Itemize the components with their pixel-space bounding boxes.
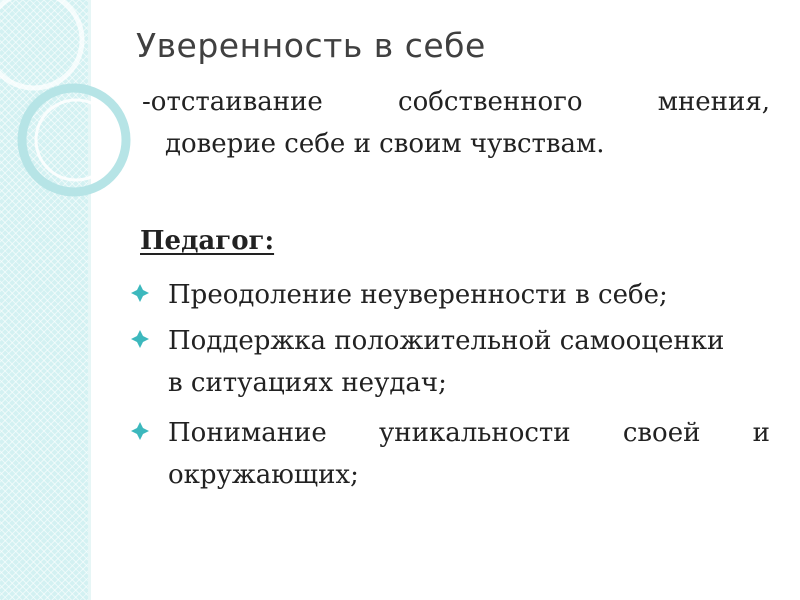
decorative-rings [0,0,140,210]
bullet-line: Преодоление неуверенности в себе; [168,280,668,310]
bullet-item [130,320,770,404]
ring-medium [22,88,126,192]
diamond-bullet-icon [130,283,150,303]
slide-title: Уверенность в себе [136,26,486,65]
bullet-line: Понимание уникальности своей и [168,418,770,448]
bullet-text [168,320,770,404]
bullet-line: Поддержка положительной самооценки [168,326,725,356]
ring-small [36,100,116,180]
bullet-item [130,274,770,316]
bullet-text [168,274,770,316]
ring-large [0,0,82,88]
bullet-text [168,412,770,496]
bullet-item [130,412,770,496]
section-heading: Педагог: [140,226,275,256]
bullet-line: в ситуациях неудач; [168,368,447,398]
definition-line-2: доверие себе и своим чувствам. [165,129,605,159]
diamond-bullet-icon [130,421,150,441]
definition-line-1: -отстаивание собственного мнения, [142,87,770,117]
bullet-line: окружающих; [168,460,359,490]
diamond-bullet-icon [130,329,150,349]
